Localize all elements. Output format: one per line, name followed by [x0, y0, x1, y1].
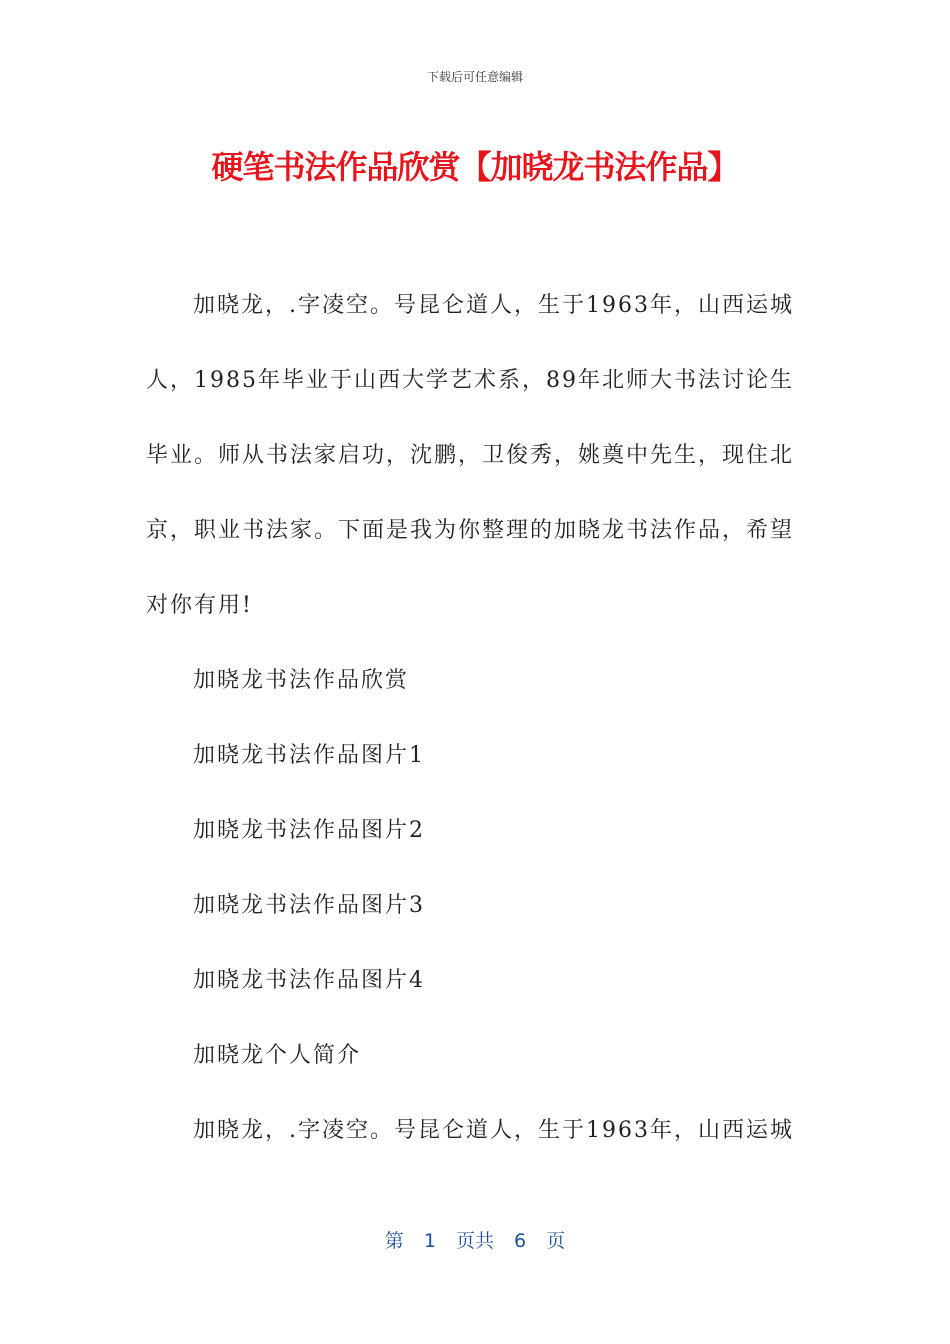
document-body: [146, 268, 808, 1168]
section-heading-bio: 加晓龙个人简介: [193, 1043, 362, 1068]
document-title: 硬笔书法作品欣赏【加晓龙书法作品】: [211, 148, 739, 186]
footer-total-pages: 6: [514, 1230, 527, 1252]
page-footer: [0, 1226, 950, 1253]
image-caption-4: 加晓龙书法作品图片4: [193, 968, 425, 993]
image-caption-2: 加晓龙书法作品图片2: [193, 818, 425, 843]
intro-paragraph: 加晓龙，.字凌空。号昆仑道人，生于1963年，山西运城人，1985年毕业于山西大学艺术系，89年北师大书法讨论生毕业。师从书法家启功，沈鹏，卫俊秀，姚奠中先生，现住北京，职业书法家。下面是我为你整理的加晓龙书法作品，希望对你有用!: [146, 293, 795, 618]
image-caption-1: 加晓龙书法作品图片1: [193, 743, 425, 768]
section-heading-appreciation: 加晓龙书法作品欣赏: [193, 668, 410, 693]
footer-suffix: 页: [546, 1230, 566, 1252]
footer-prefix: 第: [384, 1230, 404, 1252]
image-caption-3: 加晓龙书法作品图片3: [193, 893, 425, 918]
footer-current-page: 1: [423, 1230, 436, 1252]
bio-paragraph: 加晓龙，.字凌空。号昆仑道人，生于1963年，山西运城: [193, 1118, 794, 1143]
header-note: 下载后可任意编辑: [426, 70, 523, 84]
footer-mid: 页共: [455, 1230, 494, 1252]
